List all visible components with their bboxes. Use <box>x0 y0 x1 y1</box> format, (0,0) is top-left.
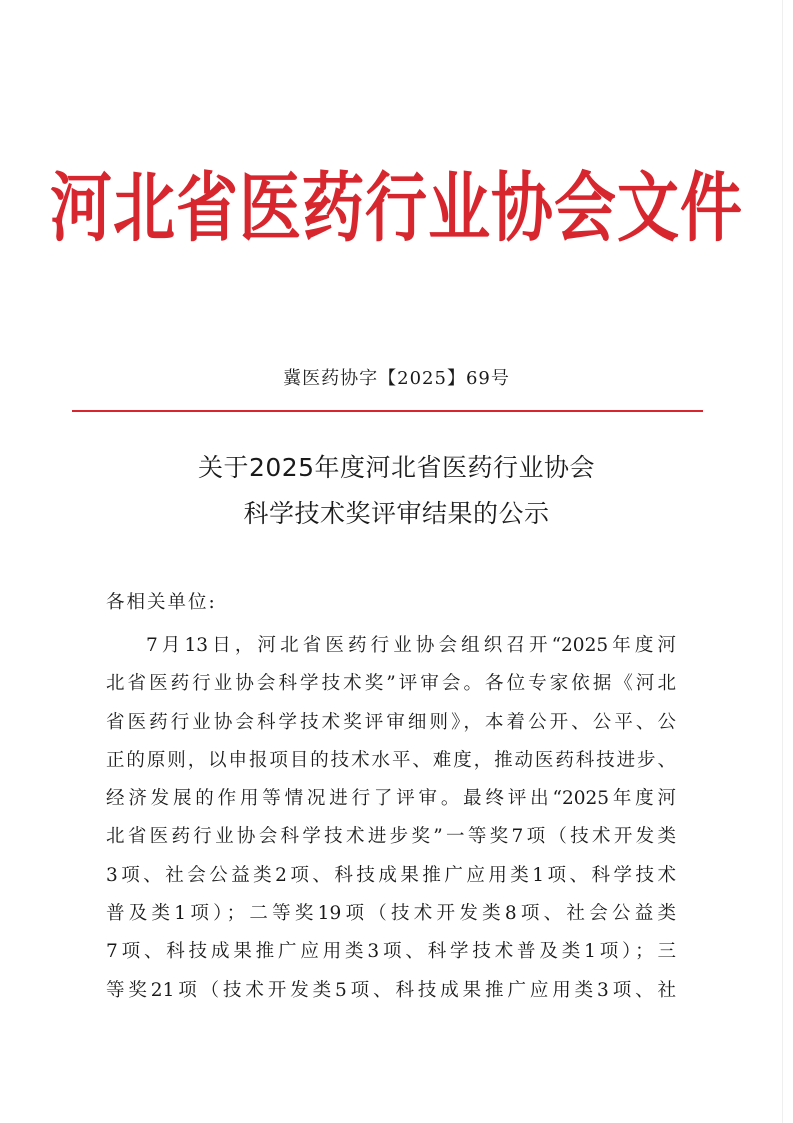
body-line: 3项、社会公益类2项、科技成果推广应用类1项、科学技术 <box>106 864 676 886</box>
body-line: 等奖21项（技术开发类5项、科技成果推广应用类3项、社 <box>106 979 676 1001</box>
body-line: 普及类1项）；二等奖19项（技术开发类8项、社会公益类 <box>106 903 676 925</box>
body-line: 7项、科技成果推广应用类3项、科学技术普及类1项）；三 <box>106 941 676 963</box>
body-line: 北省医药行业协会科学技术奖”评审会。各位专家依据《河北 <box>106 673 676 695</box>
body-text <box>106 627 676 1010</box>
red-divider-line <box>72 410 703 412</box>
notice-title-line-1: 关于2025年度河北省医药行业协会 <box>197 453 596 482</box>
body-line: 经济发展的作用等情况进行了评审。最终评出“2025年度河 <box>106 788 676 810</box>
body-line: 北省医药行业协会科学技术进步奖”一等奖7项（技术开发类 <box>106 826 676 848</box>
notice-title-line-2: 科学技术奖评审结果的公示 <box>243 499 550 528</box>
salutation: 各相关单位: <box>106 592 217 613</box>
body-line: 省医药行业协会科学技术奖评审细则》，本着公开、公平、公 <box>106 711 676 733</box>
body-line: 正的原则，以申报项目的技术水平、难度，推动医药科技进步、 <box>106 749 676 771</box>
scan-edge <box>782 0 783 1123</box>
notice-title <box>0 445 793 537</box>
issuer-header-title: 河北省医药行业协会文件 <box>49 163 743 253</box>
body-line: 7月13日，河北省医药行业协会组织召开“2025年度河 <box>146 635 676 656</box>
document-number: 冀医药协字【2025】69号 <box>283 368 510 389</box>
